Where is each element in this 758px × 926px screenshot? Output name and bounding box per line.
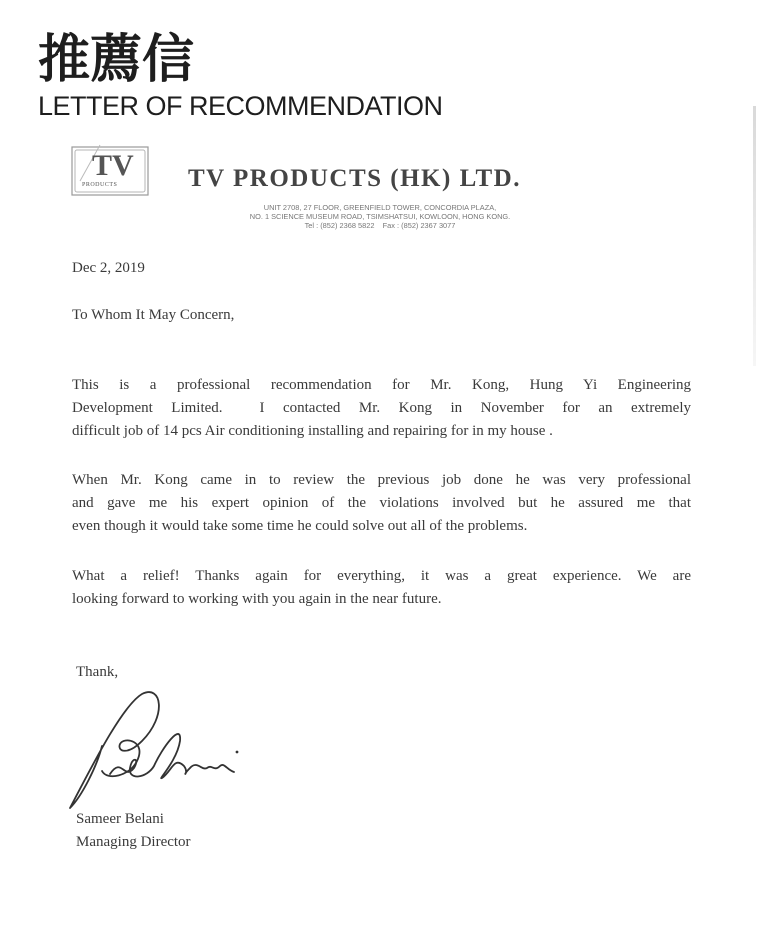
paragraph-3 xyxy=(72,565,691,611)
paragraph-1 xyxy=(72,374,691,443)
signer-name: Sameer Belani xyxy=(76,811,164,827)
paragraph-line: Development Limited. I contacted Mr. Kong in November for an extremely xyxy=(72,400,691,416)
paragraph-line: looking forward to working with you again in the near future. xyxy=(72,591,442,607)
letter-closing: Thank, xyxy=(76,664,119,680)
company-logo xyxy=(70,141,150,197)
contact-line: Tel : (852) 2368 5822 Fax : (852) 2367 3077 xyxy=(304,221,456,230)
signer-title: Managing Director xyxy=(76,834,191,850)
paragraph-line: even though it would take some time he could solve out all of the problems. xyxy=(72,518,528,534)
paragraph-line: When Mr. Kong came in to review the previous job done he was very professional xyxy=(72,472,691,488)
letter-date: Dec 2, 2019 xyxy=(72,260,145,276)
address-line-2: NO. 1 SCIENCE MUSEUM ROAD, TSIMSHATSUI, KOWLOON, HONG KONG. xyxy=(249,212,511,221)
paragraph-line: This is a professional recommendation for Mr. Kong, Hung Yi Engineering xyxy=(72,377,691,393)
handwritten-signature xyxy=(62,686,262,816)
company-name: TV PRODUCTS (HK) LTD. xyxy=(188,165,521,192)
letter-salutation: To Whom It May Concern, xyxy=(72,307,235,323)
page-title-chinese: 推薦信 xyxy=(38,30,195,90)
paragraph-line: What a relief! Thanks again for everything, it was a great experience. We are xyxy=(72,568,691,584)
address-line-1: UNIT 2708, 27 FLOOR, GREENFIELD TOWER, CONCORDIA PLAZA, xyxy=(263,203,497,212)
paragraph-2 xyxy=(72,469,691,538)
logo-products-text: PRODUCTS xyxy=(82,182,118,188)
page-title-english: LETTER OF RECOMMENDATION xyxy=(38,91,443,121)
paragraph-line: and gave me his expert opinion of the violations involved but he assured me that xyxy=(72,495,691,511)
logo-tv-letters: TV xyxy=(92,149,134,182)
paragraph-line: difficult job of 14 pcs Air conditioning installing and repairing for in my house . xyxy=(72,423,553,439)
scan-page-edge xyxy=(753,106,756,366)
